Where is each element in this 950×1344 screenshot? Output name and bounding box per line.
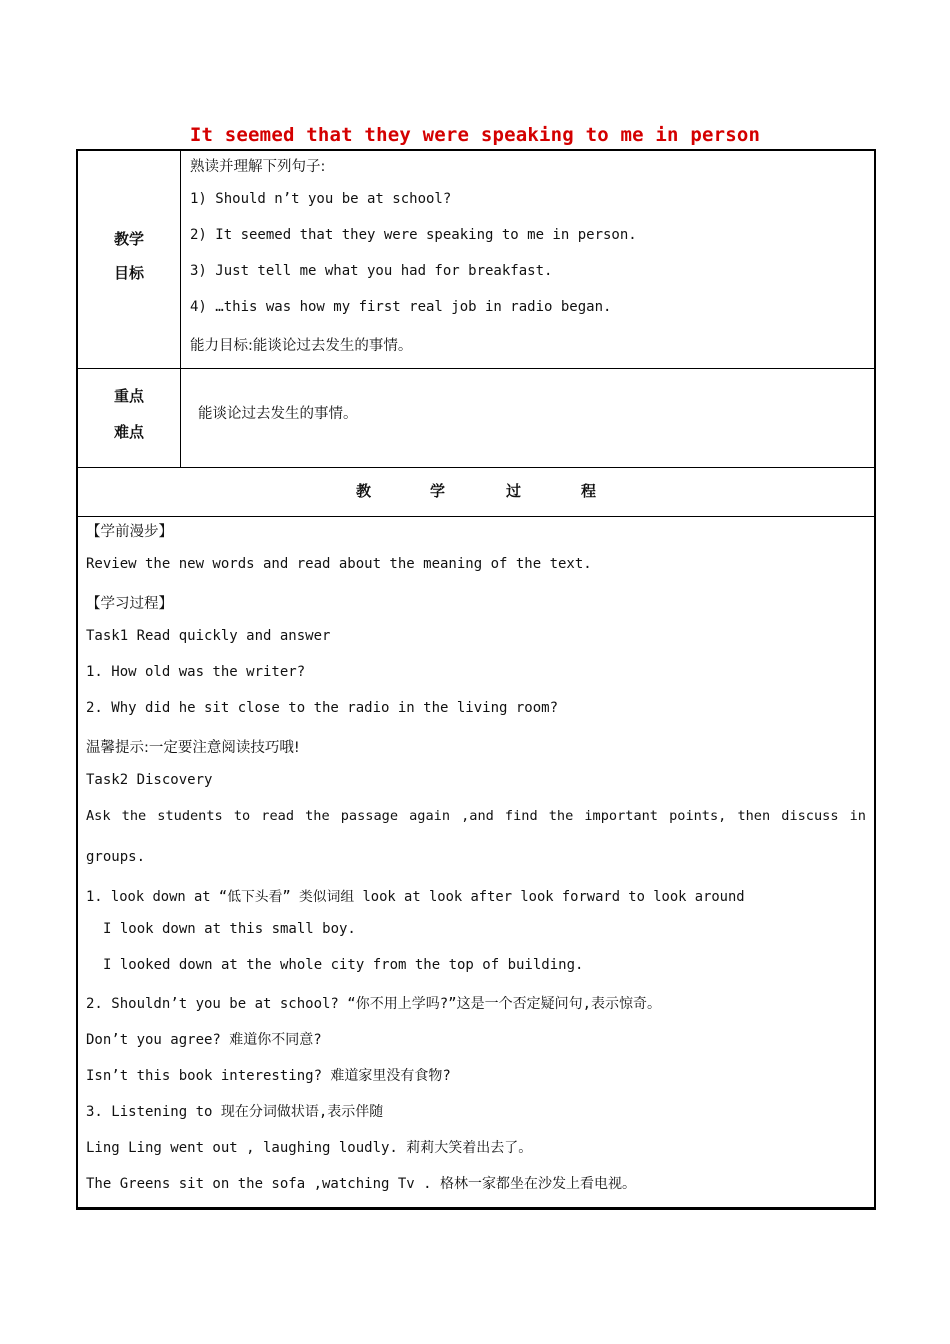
objectives-line: 1) Should n’t you be at school? <box>190 191 452 207</box>
key-points-label-2: 难点 <box>113 423 144 441</box>
section-heading: 【学习过程】 <box>86 596 173 612</box>
document-title: It seemed that they were speaking to me in person <box>189 124 761 146</box>
objectives-label-cell <box>78 151 181 368</box>
key-points-label-cell <box>78 369 181 467</box>
objectives-label-1: 教学 <box>113 230 144 248</box>
process-line: Don’t you agree? 难道你不同意? <box>86 1032 322 1048</box>
key-points-text: 能谈论过去发生的事情。 <box>198 406 358 422</box>
process-header-row <box>78 468 874 517</box>
process-line: 3. Listening to 现在分词做状语,表示伴随 <box>86 1104 384 1120</box>
objectives-line: 能力目标:能谈论过去发生的事情。 <box>190 338 413 354</box>
process-line: Ling Ling went out , laughing loudly. 莉莉大笑着出去了。 <box>86 1140 533 1156</box>
process-line: Review the new words and read about the meaning of the text. <box>86 556 592 572</box>
example-line: I looked down at the whole city from the top of building. <box>103 957 584 973</box>
process-line: Task1 Read quickly and answer <box>86 628 331 644</box>
process-line: 1. How old was the writer? <box>86 664 306 680</box>
tip-line: 温馨提示:一定要注意阅读技巧哦! <box>86 740 300 756</box>
key-points-label-1: 重点 <box>113 387 144 405</box>
process-header-char: 学 <box>430 482 446 500</box>
key-points-row <box>78 369 874 468</box>
section-heading: 【学前漫步】 <box>86 524 173 540</box>
objectives-line: 4) …this was how my first real job in radio began. <box>190 299 612 315</box>
process-line: 2. Why did he sit close to the radio in the living room? <box>86 700 559 716</box>
process-header-char: 教 <box>356 482 372 500</box>
objectives-row <box>78 151 874 369</box>
process-line: Task2 Discovery <box>86 772 213 788</box>
objectives-line: 2) It seemed that they were speaking to me in person. <box>190 227 637 243</box>
process-header-char: 程 <box>581 482 597 500</box>
example-line: I look down at this small boy. <box>103 921 356 937</box>
lesson-table <box>76 149 876 1210</box>
process-line: Isn’t this book interesting? 难道家里没有食物? <box>86 1068 451 1084</box>
process-line: Ask the students to read the passage again ,and find the important points, then discuss in <box>86 808 866 824</box>
objectives-line: 3) Just tell me what you had for breakfast. <box>190 263 553 279</box>
objectives-label-2: 目标 <box>113 264 144 282</box>
objectives-line: 熟读并理解下列句子: <box>190 159 326 175</box>
process-line: groups. <box>86 849 146 865</box>
process-line: 2. Shouldn’t you be at school? “你不用上学吗?”这是一个否定疑问句,表示惊奇。 <box>86 996 662 1012</box>
process-header-char: 过 <box>506 482 522 500</box>
process-line: The Greens sit on the sofa ,watching Tv . 格林一家都坐在沙发上看电视。 <box>86 1176 637 1192</box>
process-line: 1. look down at “低下头看” 类似词组 look at look after look forward to look around <box>86 889 745 905</box>
